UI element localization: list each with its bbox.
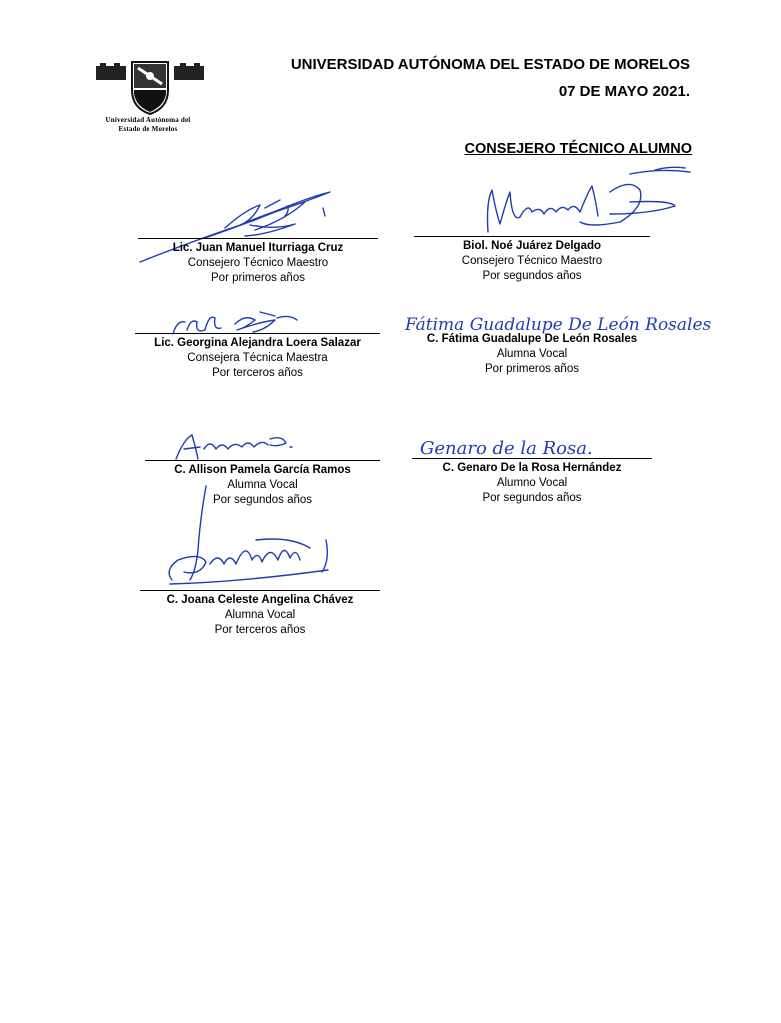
signer-name: C. Allison Pamela García Ramos	[174, 464, 351, 476]
signer-period: Por primeros años	[211, 272, 305, 284]
signer-period: Por terceros años	[214, 624, 306, 636]
signature-block	[412, 458, 652, 506]
signer-period: Por segundos años	[482, 492, 582, 504]
university-title: UNIVERSIDAD AUTÓNOMA DEL ESTADO DE MORELOS	[290, 56, 690, 73]
signature-line	[414, 236, 650, 237]
signature-block	[138, 238, 378, 286]
signer-period: Por segundos años	[482, 270, 582, 282]
signer-name: Biol. Noé Juárez Delgado	[462, 240, 602, 252]
signer-name: C. Joana Celeste Angelina Chávez	[166, 594, 354, 606]
signer-name: Lic. Juan Manuel Iturriaga Cruz	[172, 242, 344, 254]
logo-caption	[86, 116, 210, 134]
signer-period: Por terceros años	[212, 367, 303, 379]
signer-role: Alumna Vocal	[224, 609, 296, 621]
signature-line	[140, 590, 380, 591]
signer-name: C. Genaro De la Rosa Hernández	[442, 462, 622, 474]
signature-block	[135, 333, 380, 381]
signer-role: Alumna Vocal	[227, 479, 298, 491]
signer-role: Alumna Vocal	[496, 348, 568, 360]
university-seal-logo	[94, 60, 206, 116]
signer-period: Por primeros años	[485, 363, 579, 375]
signer-role: Consejero Técnico Maestro	[187, 257, 329, 269]
section-title: CONSEJERO TÉCNICO ALUMNO	[464, 141, 692, 157]
signature-line	[138, 238, 378, 239]
handwritten-name: Genaro de la Rosa.	[420, 438, 593, 459]
logo-caption-line1: Universidad Autónoma del	[105, 116, 191, 124]
handwritten-signature	[160, 480, 340, 590]
signer-role: Consejera Técnica Maestra	[187, 352, 328, 364]
signature-block	[140, 590, 380, 638]
signature-line	[135, 333, 380, 334]
signer-role: Alumno Vocal	[496, 477, 568, 489]
signature-line	[412, 458, 652, 459]
signer-name: C. Fátima Guadalupe De León Rosales	[426, 333, 638, 345]
logo-caption-line2: Estado de Morelos	[118, 125, 178, 133]
signer-role: Consejero Técnico Maestro	[461, 255, 603, 267]
handwritten-name: Fátima Guadalupe De León Rosales	[405, 315, 712, 335]
document-date: 07 DE MAYO 2021.	[558, 83, 690, 100]
signature-block	[414, 236, 650, 284]
signature-line	[145, 460, 380, 461]
signer-period: Por segundos años	[212, 494, 313, 506]
handwritten-signature	[470, 162, 700, 242]
handwritten-signature	[170, 425, 300, 465]
signer-name: Lic. Georgina Alejandra Loera Salazar	[154, 337, 361, 349]
signature-block	[412, 330, 652, 377]
